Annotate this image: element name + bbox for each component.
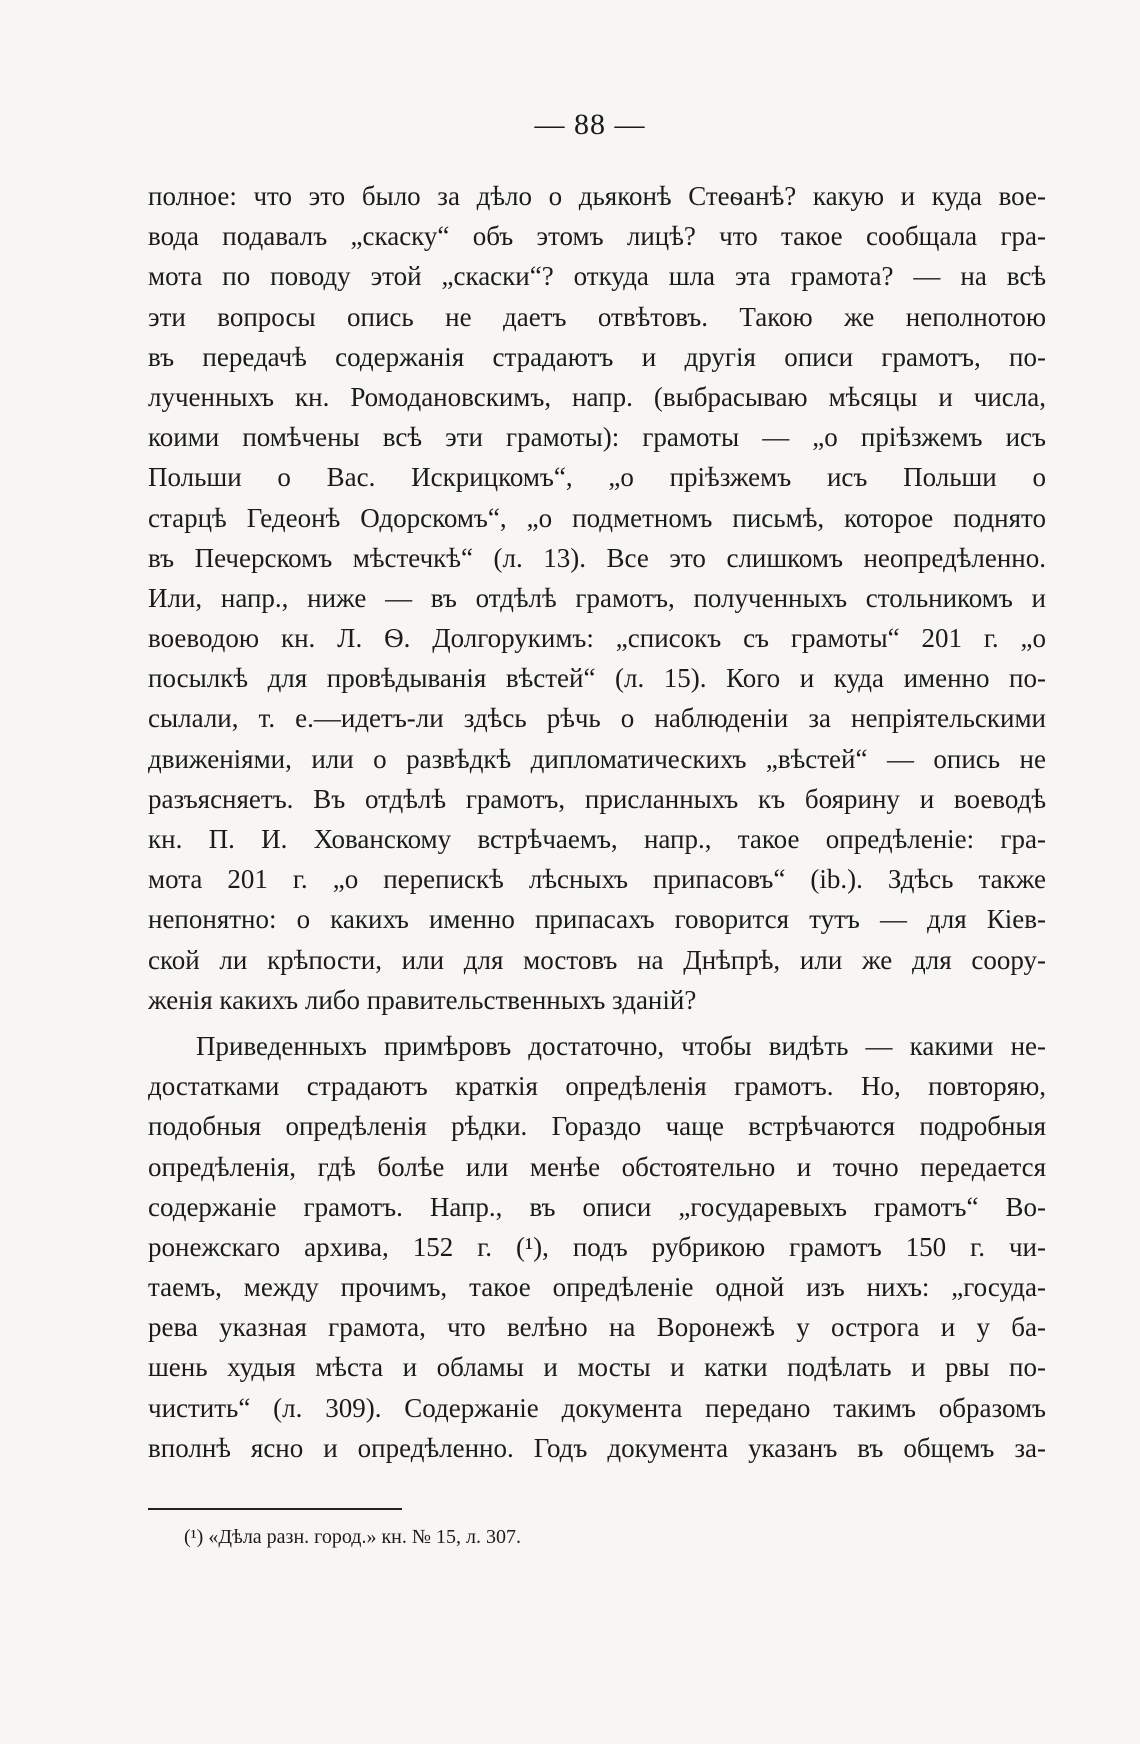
text-line: Или, напр., ниже — въ отдѣлѣ грамотъ, полученныхъ стольникомъ и	[148, 582, 1046, 613]
text-line: кн. П. И. Хованскому встрѣчаемъ, напр., такое опредѣленіе: гра-	[148, 824, 1046, 854]
text-line: Приведенныхъ примѣровъ достаточно, чтобы видѣть — какими не-	[196, 1030, 1046, 1061]
text-line: сылали, т. е.—идетъ-ли здѣсь рѣчь о наблюденіи за непріятельскими	[148, 703, 1046, 734]
text-line: вполнѣ ясно и опредѣленно. Годъ документа указанъ въ общемъ за-	[148, 1432, 1046, 1463]
footnote-divider	[148, 1508, 402, 1510]
footnote: (¹) «Дѣла разн. город.» кн. № 15, л. 307.	[184, 1526, 521, 1548]
text-line: рева указная грамота, что велѣно на Воронежѣ у острога и у ба-	[148, 1312, 1046, 1343]
text-line: въ передачѣ содержанія страдаютъ и другія описи грамотъ, по-	[148, 341, 1046, 372]
text-line: шень худыя мѣста и обламы и мосты и катки подѣлать и рвы по-	[148, 1352, 1046, 1383]
text-line: женія какихъ либо правительственныхъ зданій?	[148, 984, 697, 1015]
text-line: коими помѣчены всѣ эти грамоты): грамоты — „о пріѣзжемъ исъ	[148, 422, 1046, 453]
text-line: полное: что это было за дѣло о дьяконѣ Стеѳанѣ? какую и куда вое-	[148, 181, 1046, 211]
text-line: Польши о Вас. Искрицкомъ“, „о пріѣзжемъ исъ Польши о	[148, 462, 1046, 493]
body-text	[148, 176, 1046, 1468]
text-line: старцѣ Гедеонѣ Одорскомъ“, „о подметномъ письмѣ, которое поднято	[148, 502, 1046, 533]
text-line: содержаніе грамотъ. Напр., въ описи „государевыхъ грамотъ“ Во-	[148, 1191, 1046, 1222]
text-line: движеніями, или о развѣдкѣ дипломатическихъ „вѣстей“ — опись не	[148, 743, 1046, 774]
paragraph-2	[148, 1026, 1046, 1468]
text-line: мота 201 г. „о перепискѣ лѣсныхъ припасовъ“ (ib.). Здѣсь также	[148, 864, 1046, 895]
text-line: достатками страдаютъ краткія опредѣленія грамотъ. Но, повторяю,	[148, 1071, 1046, 1102]
text-line: таемъ, между прочимъ, такое опредѣленіе одной изъ нихъ: „госуда-	[148, 1272, 1046, 1303]
paragraph-1	[148, 176, 1046, 1020]
text-line: чистить“ (л. 309). Содержаніе документа передано такимъ образомъ	[148, 1392, 1046, 1423]
text-line: непонятно: о какихъ именно припасахъ говорится тутъ — для Кіев-	[148, 904, 1046, 935]
text-line: ронежскаго архива, 152 г. (¹), подъ рубрикою грамотъ 150 г. чи-	[148, 1231, 1046, 1262]
page-number: — 88 —	[534, 108, 646, 141]
text-line: мота по поводу этой „скаски“? откуда шла эта грамота? — на всѣ	[148, 261, 1046, 292]
text-line: опредѣленія, гдѣ болѣе или менѣе обстоятельно и точно передается	[148, 1151, 1046, 1182]
text-line: лученныхъ кн. Ромодановскимъ, напр. (выбрасываю мѣсяцы и числа,	[148, 381, 1046, 412]
text-line: вода подавалъ „скаску“ объ этомъ лицѣ? что такое сообщала гра-	[148, 221, 1046, 252]
text-line: воеводою кн. Л. Ѳ. Долгорукимъ: „списокъ съ грамоты“ 201 г. „о	[148, 623, 1046, 654]
text-line: подобныя опредѣленія рѣдки. Гораздо чаще встрѣчаются подробныя	[148, 1111, 1046, 1142]
text-line: въ Печерскомъ мѣстечкѣ“ (л. 13). Все это слишкомъ неопредѣленно.	[148, 542, 1046, 573]
text-line: разъясняетъ. Въ отдѣлѣ грамотъ, присланныхъ къ боярину и воеводѣ	[148, 783, 1046, 814]
text-line: эти вопросы опись не даетъ отвѣтовъ. Такою же неполнотою	[148, 301, 1046, 332]
text-line: ской ли крѣпости, или для мостовъ на Днѣпрѣ, или же для соору-	[148, 944, 1046, 975]
text-line: посылкѣ для провѣдыванія вѣстей“ (л. 15). Кого и куда именно по-	[148, 663, 1046, 694]
